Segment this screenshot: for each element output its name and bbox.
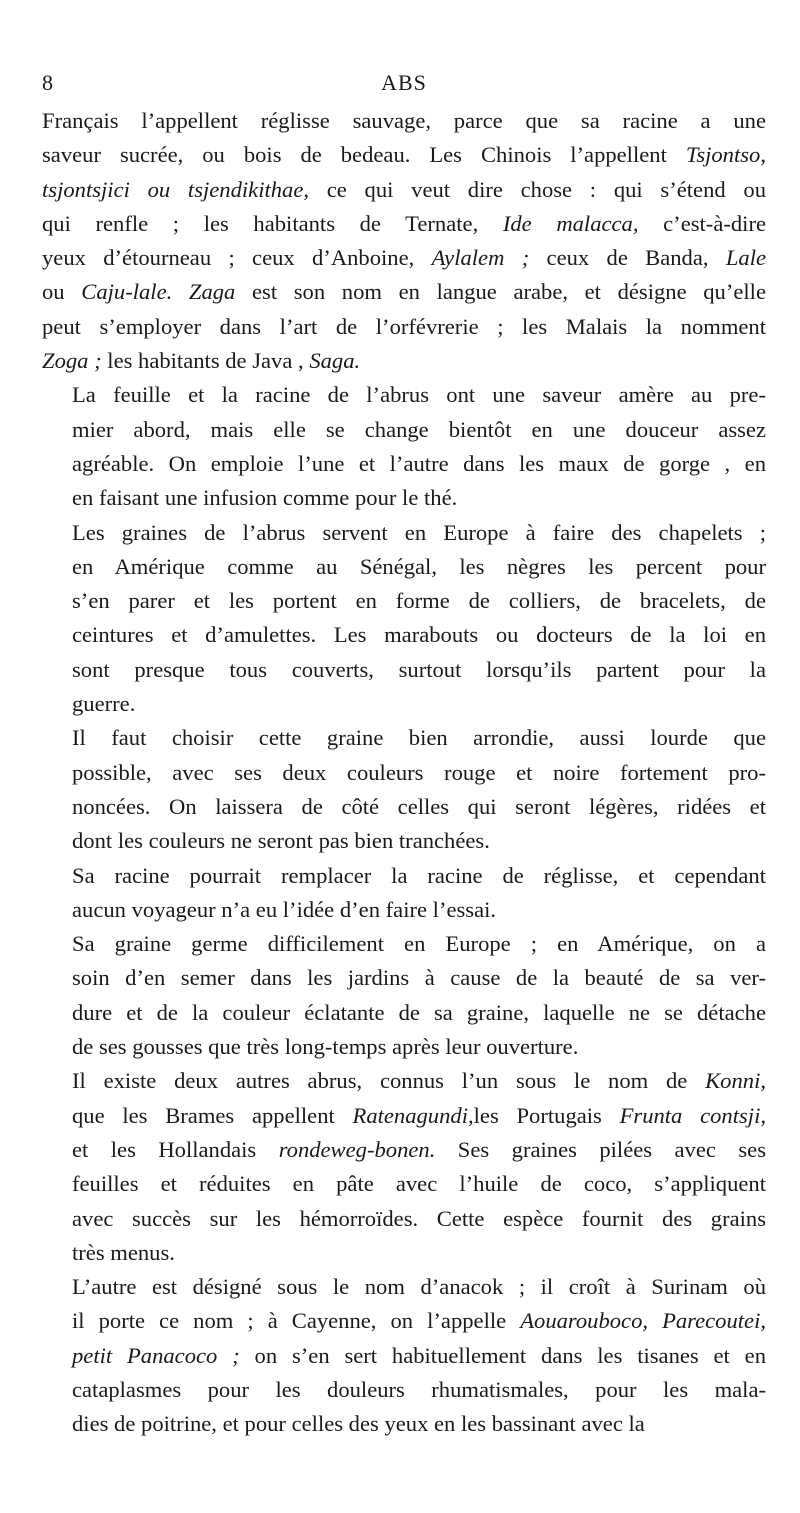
text-run: yeux d’étourneau ; ceux d’Anboine, xyxy=(42,245,432,271)
text-run: La feuille et la racine de l’abrus ont une saveur amère au pre- xyxy=(72,382,766,408)
paragraph xyxy=(42,721,766,858)
text-run: ceux de Banda, xyxy=(529,245,726,271)
text-run: c’est-à-dire xyxy=(638,210,766,236)
text-run: Les graines de l’abrus servent en Europe à faire des chapelets ; xyxy=(72,519,766,545)
text-line xyxy=(42,1373,766,1407)
text-line xyxy=(42,756,766,790)
paragraph xyxy=(42,1064,766,1270)
text-line xyxy=(42,1099,766,1133)
paragraph xyxy=(42,104,766,378)
italic-term: Konni, xyxy=(705,1068,766,1094)
text-line xyxy=(42,516,766,550)
italic-term: Aouarouboco, Parecoutei, xyxy=(520,1308,767,1334)
text-line xyxy=(42,618,766,652)
italic-term: rondeweg-bonen. xyxy=(278,1136,436,1162)
text-run: Il existe deux autres abrus, connus l’un sous le nom de xyxy=(72,1068,706,1094)
text-run: ou xyxy=(42,279,82,305)
text-run: en faisant une infusion comme pour le thé. xyxy=(72,485,458,511)
page-header xyxy=(42,70,766,104)
text-run: que les Brames appellent xyxy=(72,1102,353,1128)
italic-term: Ide malacca, xyxy=(502,210,639,236)
text-run: Sa racine pourrait remplacer la racine de réglisse, et cependant xyxy=(72,862,766,888)
text-run: on s’en sert habituellement dans les tisanes et en xyxy=(239,1342,766,1368)
text-line xyxy=(42,1270,766,1304)
text-line xyxy=(42,790,766,824)
italic-term: Aylalem ; xyxy=(431,245,530,271)
text-run: dont les couleurs ne seront pas bien tranchées. xyxy=(72,828,490,854)
text-line xyxy=(42,413,766,447)
italic-term: Ratenagundi, xyxy=(352,1102,474,1128)
text-run: avec succès sur les hémorroïdes. Cette espèce fournit des grains xyxy=(72,1205,766,1231)
text-line xyxy=(42,824,766,858)
text-line xyxy=(42,447,766,481)
text-run: agréable. On emploie l’une et l’autre dans les maux de gorge , en xyxy=(72,450,766,476)
text-run: Français l’appellent réglisse sauvage, parce que sa racine a une xyxy=(42,108,766,133)
text-run: ce qui veut dire chose : qui s’étend ou xyxy=(309,176,766,202)
page-number: 8 xyxy=(42,70,54,95)
text-line xyxy=(42,721,766,755)
text-run: mier abord, mais elle se change bientôt en une douceur assez xyxy=(72,416,766,442)
text-run: Ses graines pilées avec ses xyxy=(435,1136,766,1162)
text-run: dure et de la couleur éclatante de sa graine, laquelle ne se détache xyxy=(72,999,766,1025)
italic-term: Saga. xyxy=(309,348,361,374)
text-run: est son nom en langue arabe, et désigne qu’elle xyxy=(235,279,766,305)
text-run: il porte ce nom ; à Cayenne, on l’appelle xyxy=(72,1308,521,1334)
text-line xyxy=(42,138,766,172)
text-line xyxy=(42,927,766,961)
text-run: les habitants de Java , xyxy=(101,348,310,374)
text-run: peut s’employer dans l’art de l’orfévrerie ; les Malais la nomment xyxy=(42,313,766,339)
text-run: de ses gousses que très long-temps après leur ouverture. xyxy=(72,1034,579,1060)
text-run: ceintures et d’amulettes. Les marabouts ou docteurs de la loi en xyxy=(72,622,766,648)
text-run: Sa graine germe difficilement en Europe ; en Amérique, on a xyxy=(72,931,766,957)
text-run: feuilles et réduites en pâte avec l’huile de coco, s’appliquent xyxy=(72,1171,766,1197)
text-line xyxy=(42,550,766,584)
text-line xyxy=(42,1030,766,1064)
italic-term: Lale xyxy=(725,245,767,271)
text-run: L’autre est désigné sous le nom d’anacok ; il croît à Surinam où xyxy=(72,1274,766,1300)
text-run: soin d’en semer dans les jardins à cause de la beauté de sa ver- xyxy=(72,965,766,991)
text-line xyxy=(42,859,766,893)
text-line xyxy=(42,996,766,1030)
text-run: aucun voyageur n’a eu l’idée d’en faire l’essai. xyxy=(72,896,497,922)
text-line xyxy=(42,687,766,721)
text-line xyxy=(42,1202,766,1236)
text-line xyxy=(42,1236,766,1270)
text-line xyxy=(42,378,766,412)
paragraph xyxy=(42,927,766,1064)
text-line xyxy=(42,104,766,138)
paragraph xyxy=(42,378,766,515)
text-line xyxy=(42,961,766,995)
text-line xyxy=(42,1304,766,1338)
text-run: possible, avec ses deux couleurs rouge et noire fortement pro- xyxy=(72,759,766,785)
text-line xyxy=(42,481,766,515)
running-head: ABS xyxy=(381,70,427,95)
paragraph xyxy=(42,1270,766,1441)
paragraph xyxy=(42,516,766,722)
text-line xyxy=(42,173,766,207)
text-line xyxy=(42,1167,766,1201)
italic-term: Zoga ; xyxy=(42,348,102,374)
text-run: et les Hollandais xyxy=(72,1136,279,1162)
text-line xyxy=(42,241,766,275)
text-run: très menus. xyxy=(72,1239,175,1265)
text-run: qui renfle ; les habitants de Ternate, xyxy=(42,210,503,236)
italic-term: Frunta contsji, xyxy=(619,1102,766,1128)
text-run: saveur sucrée, ou bois de bedeau. Les Chinois l’appellent xyxy=(42,142,686,168)
text-line xyxy=(42,207,766,241)
italic-term: Caju-lale. Zaga xyxy=(81,279,236,305)
text-run: en Amérique comme au Sénégal, les nègres les percent pour xyxy=(72,553,766,579)
text-run: guerre. xyxy=(72,691,136,717)
text-line xyxy=(42,1407,766,1441)
text-line xyxy=(42,275,766,309)
italic-term: petit Panacoco ; xyxy=(72,1342,240,1368)
text-run: Il faut choisir cette graine bien arrondie, aussi lourde que xyxy=(72,725,766,751)
text-run: cataplasmes pour les douleurs rhumatismales, pour les mala- xyxy=(72,1376,766,1402)
italic-term: tsjontsjici ou tsjendikithae, xyxy=(42,176,310,202)
text-run: noncées. On laissera de côté celles qui seront légères, ridées et xyxy=(72,793,766,819)
text-line xyxy=(42,653,766,687)
text-line xyxy=(42,1064,766,1098)
paragraph xyxy=(42,859,766,928)
text-line xyxy=(42,310,766,344)
text-line xyxy=(42,584,766,618)
text-line xyxy=(42,893,766,927)
text-run: les Portugais xyxy=(473,1102,620,1128)
body-text xyxy=(42,104,766,1442)
text-line xyxy=(42,1339,766,1373)
text-line xyxy=(42,344,766,378)
text-run: s’en parer et les portent en forme de colliers, de bracelets, de xyxy=(72,588,766,614)
text-line xyxy=(42,1133,766,1167)
text-run: sont presque tous couverts, surtout lorsqu’ils partent pour la xyxy=(72,656,766,682)
text-run: dies de poitrine, et pour celles des yeux en les bassinant avec la xyxy=(72,1411,645,1437)
italic-term: Tsjontso, xyxy=(685,142,766,168)
